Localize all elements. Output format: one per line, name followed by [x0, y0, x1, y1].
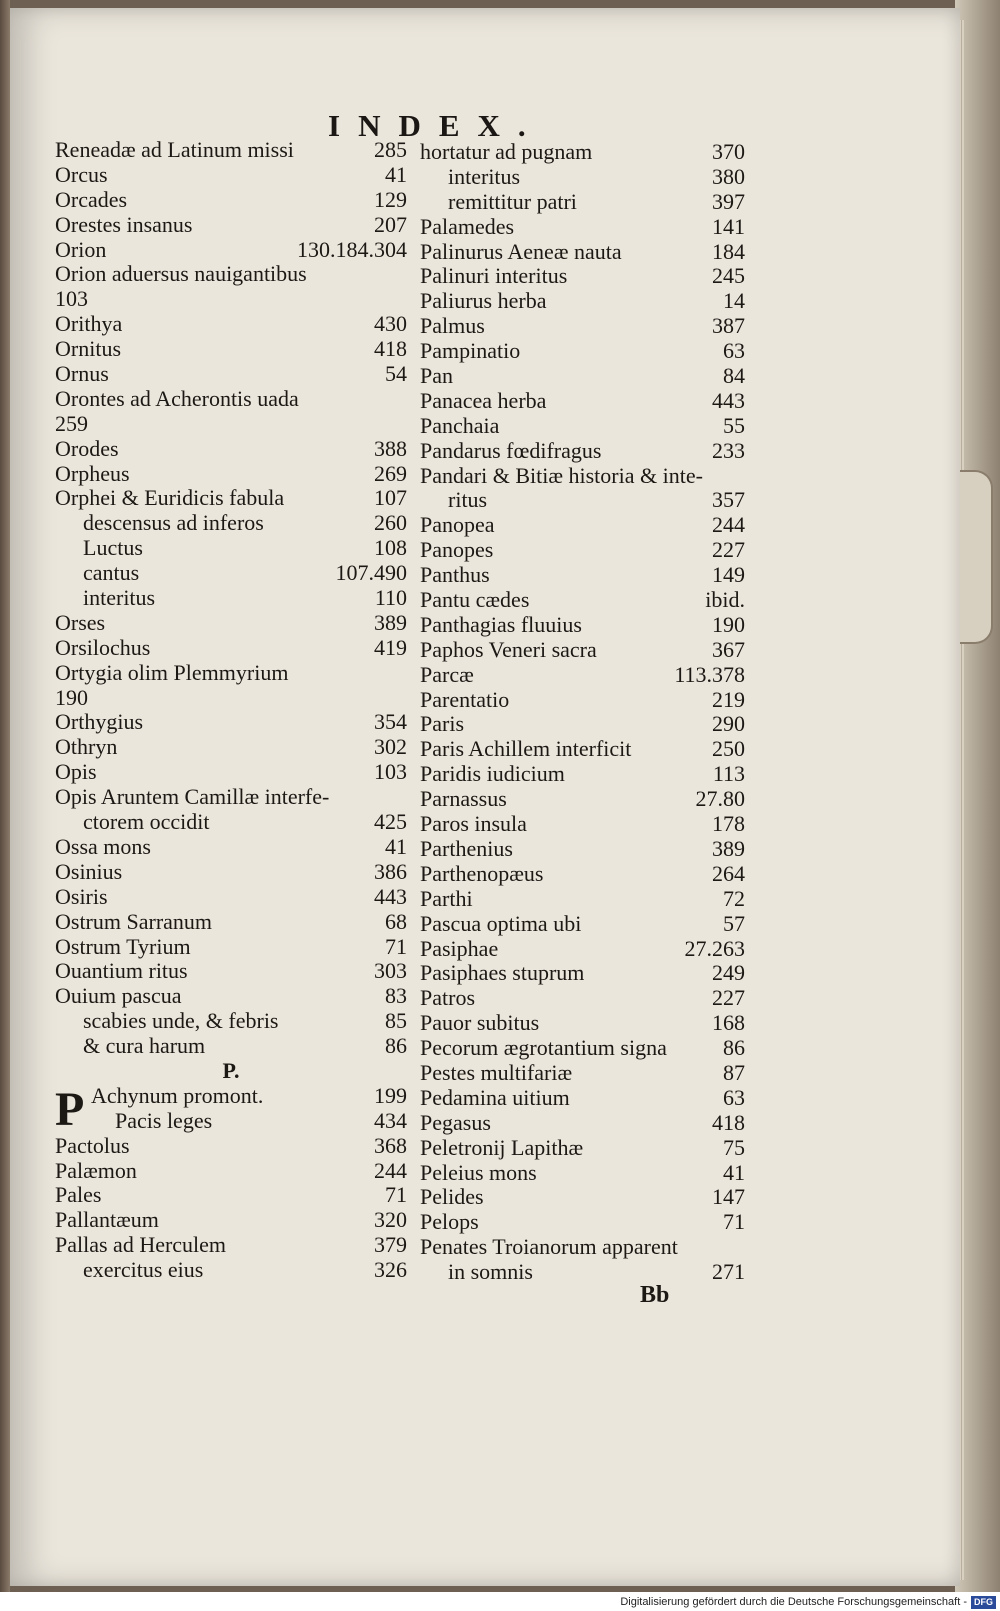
- entry-term: interitus: [83, 585, 156, 611]
- entry-page-number: 41: [385, 833, 407, 859]
- entry-term: 103: [55, 286, 88, 312]
- index-entry: [420, 1210, 745, 1235]
- index-entry: [420, 961, 745, 986]
- entry-term: Pandari & Bitiæ historia & inte-: [420, 462, 703, 488]
- entry-term: Peleius mons: [420, 1159, 537, 1185]
- entry-term: hortatur ad pugnam: [420, 139, 593, 164]
- entry-page-number: 245: [712, 263, 745, 289]
- index-entry: [55, 561, 407, 586]
- entry-page-number: 71: [723, 1209, 745, 1235]
- index-entry: [55, 885, 407, 910]
- entry-page-number: 219: [712, 686, 745, 712]
- entry-page-number: 386: [374, 858, 407, 884]
- entry-page-number: ibid.: [705, 587, 745, 613]
- entry-term: Pasiphaes stuprum: [420, 960, 585, 986]
- entry-term: Palinuri interitus: [420, 263, 568, 289]
- index-entry: [420, 1136, 745, 1161]
- entry-term: descensus ad inferos: [83, 510, 264, 536]
- entry-term: 259: [55, 410, 88, 436]
- index-entry: [420, 1161, 745, 1186]
- entry-term: Palæmon: [55, 1157, 137, 1183]
- index-entry: [55, 1134, 407, 1159]
- entry-page-number: 443: [374, 883, 407, 909]
- entry-term: Luctus: [83, 535, 143, 561]
- entry-term: Ouantium ritus: [55, 958, 188, 984]
- index-entry: [55, 710, 407, 735]
- entry-term: Parcæ: [420, 661, 474, 687]
- entry-term: Pallantæum: [55, 1207, 159, 1233]
- index-entry: [420, 737, 745, 762]
- entry-page-number: 27.80: [695, 786, 745, 812]
- entry-term: Pantu cædes: [420, 587, 530, 613]
- entry-page-number: 71: [385, 933, 407, 959]
- index-entry: [420, 862, 745, 887]
- index-entry: [55, 760, 407, 785]
- index-entry: [420, 613, 745, 638]
- entry-page-number: 129: [374, 186, 407, 212]
- index-entry: [420, 513, 745, 538]
- entry-term: Orcus: [55, 161, 108, 187]
- index-entry: [55, 1034, 407, 1059]
- entry-term: Paphos Veneri sacra: [420, 636, 597, 662]
- entry-term: & cura harum: [83, 1033, 206, 1059]
- entry-term: Pelides: [420, 1184, 484, 1210]
- entry-page-number: 249: [712, 960, 745, 986]
- entry-term: Pestes multifariæ: [420, 1059, 573, 1085]
- index-entry: [420, 1086, 745, 1111]
- page-tab-marker: [955, 470, 993, 644]
- entry-page-number: 233: [712, 437, 745, 463]
- entry-term: Orestes insanus: [55, 211, 193, 237]
- index-entry: [55, 437, 407, 462]
- signature-mark: Bb: [640, 1282, 670, 1308]
- digitization-footer: [560, 1593, 1000, 1611]
- index-entry: [420, 1235, 745, 1260]
- index-entry: [420, 563, 745, 588]
- index-entry: [55, 686, 407, 711]
- index-entry: [420, 165, 745, 190]
- index-entry: [420, 364, 745, 389]
- entry-term: ctorem occidit: [83, 809, 210, 835]
- entry-term: Orsilochus: [55, 634, 151, 660]
- entry-term: Paliurus herba: [420, 288, 547, 314]
- index-entry: [55, 536, 407, 561]
- index-entry: [55, 412, 407, 437]
- index-entry: [420, 588, 745, 613]
- index-entry: [55, 1183, 407, 1208]
- index-entry: [420, 339, 745, 364]
- index-entry: [420, 1036, 745, 1061]
- entry-term: Ornitus: [55, 336, 121, 362]
- index-entry: [55, 213, 407, 238]
- index-entry: [55, 188, 407, 213]
- index-entry: [420, 1260, 745, 1285]
- entry-term: Palmus: [420, 313, 485, 339]
- entry-term: 190: [55, 684, 88, 710]
- entry-page-number: 434: [374, 1107, 407, 1133]
- index-entry: [55, 1258, 407, 1283]
- entry-page-number: 244: [712, 512, 745, 538]
- entry-term: Pampinatio: [420, 338, 521, 364]
- entry-term: Ortygia olim Plemmyrium: [55, 659, 289, 685]
- index-entry: [55, 611, 407, 636]
- entry-page-number: 264: [712, 860, 745, 886]
- entry-page-number: 107: [374, 485, 407, 511]
- entry-term: Pegasus: [420, 1109, 491, 1135]
- entry-term: Parthi: [420, 885, 473, 911]
- entry-page-number: 86: [385, 1033, 407, 1059]
- index-entry: [420, 215, 745, 240]
- index-entry: [420, 140, 745, 165]
- index-entry: [420, 1111, 745, 1136]
- entry-page-number: 389: [712, 835, 745, 861]
- entry-term: Pecorum ægrotantium signa: [420, 1035, 667, 1061]
- section-letter: [55, 1059, 407, 1084]
- entry-page-number: 107.490: [335, 560, 407, 586]
- entry-term: Paris: [420, 711, 464, 737]
- index-entry: [420, 663, 745, 688]
- index-entry: [420, 1185, 745, 1210]
- entry-page-number: 141: [712, 213, 745, 239]
- index-entry: [55, 387, 407, 412]
- entry-page-number: 244: [374, 1157, 407, 1183]
- entry-term: Paridis iudicium: [420, 761, 565, 787]
- entry-page-number: 303: [374, 958, 407, 984]
- entry-page-number: 271: [712, 1259, 745, 1285]
- entry-term: Orithya: [55, 311, 123, 337]
- entry-page-number: 380: [712, 163, 745, 189]
- entry-term: Pactolus: [55, 1132, 130, 1158]
- entry-page-number: 85: [385, 1008, 407, 1034]
- entry-page-number: 72: [723, 885, 745, 911]
- index-entry: [420, 439, 745, 464]
- entry-page-number: 425: [374, 809, 407, 835]
- index-entry: [55, 1208, 407, 1233]
- index-entry: [55, 586, 407, 611]
- entry-term: Pauor subitus: [420, 1010, 540, 1036]
- entry-page-number: 63: [723, 1084, 745, 1110]
- entry-page-number: 27.263: [684, 935, 745, 961]
- entry-term: P.: [222, 1057, 240, 1083]
- entry-term: Panchaia: [420, 412, 500, 438]
- index-entry: [55, 1009, 407, 1034]
- entry-term: interitus: [448, 163, 521, 189]
- entry-page-number: 379: [374, 1232, 407, 1258]
- entry-term: Osiris: [55, 883, 108, 909]
- index-entry: [55, 238, 407, 263]
- entry-term: Parentatio: [420, 686, 510, 712]
- entry-page-number: 227: [712, 985, 745, 1011]
- entry-page-number: 168: [712, 1010, 745, 1036]
- entry-page-number: 84: [723, 363, 745, 389]
- entry-term: Orontes ad Acherontis uada: [55, 385, 299, 411]
- index-entry: [420, 414, 745, 439]
- index-entry: [55, 486, 407, 511]
- entry-page-number: 302: [374, 734, 407, 760]
- entry-term: Ornus: [55, 361, 109, 387]
- footer-text: Digitalisierung gefördert durch die Deutsche Forschungsgemeinschaft -: [620, 1596, 967, 1608]
- index-entry: [420, 264, 745, 289]
- entry-page-number: 75: [723, 1134, 745, 1160]
- entry-term: Paros insula: [420, 811, 527, 837]
- entry-page-number: 250: [712, 736, 745, 762]
- entry-page-number: 178: [712, 811, 745, 837]
- entry-page-number: 130.184.304: [297, 236, 407, 262]
- entry-term: Panacea herba: [420, 387, 547, 413]
- entry-page-number: 110: [374, 585, 407, 611]
- entry-term: Ostrum Tyrium: [55, 933, 191, 959]
- entry-term: Pan: [420, 363, 453, 389]
- entry-page-number: 354: [374, 709, 407, 735]
- entry-page-number: 41: [385, 161, 407, 187]
- entry-term: Opis: [55, 759, 97, 785]
- entry-page-number: 149: [712, 562, 745, 588]
- index-entry: [420, 190, 745, 215]
- entry-page-number: 418: [712, 1109, 745, 1135]
- index-entry: [55, 785, 407, 810]
- index-entry: [55, 810, 407, 835]
- entry-page-number: 320: [374, 1207, 407, 1233]
- entry-page-number: 57: [723, 910, 745, 936]
- entry-page-number: 68: [385, 908, 407, 934]
- index-entry: [55, 1233, 407, 1258]
- index-entry: [55, 1159, 407, 1184]
- entry-term: Orion: [55, 236, 107, 262]
- entry-page-number: 227: [712, 537, 745, 563]
- entry-term: Pallas ad Herculem: [55, 1232, 227, 1258]
- index-entry: [55, 735, 407, 760]
- entry-term: Panopes: [420, 537, 494, 563]
- entry-term: exercitus eius: [83, 1257, 204, 1283]
- index-entry: [55, 959, 407, 984]
- entry-term: Palinurus Aeneæ nauta: [420, 238, 622, 264]
- index-entry: [420, 240, 745, 265]
- index-entry: [55, 511, 407, 536]
- index-entry: [55, 362, 407, 387]
- entry-page-number: 430: [374, 311, 407, 337]
- entry-term: Ouium pascua: [55, 983, 182, 1009]
- entry-term: remittitur patri: [448, 188, 577, 214]
- entry-page-number: 147: [712, 1184, 745, 1210]
- entry-term: Parnassus: [420, 786, 507, 812]
- entry-term: Pasiphae: [420, 935, 499, 961]
- index-entry: [55, 984, 407, 1009]
- index-entry: [55, 462, 407, 487]
- entry-term: Penates Troianorum apparent: [420, 1234, 678, 1260]
- entry-term: Osinius: [55, 858, 123, 884]
- entry-term: Opis Aruntem Camillæ interfe-: [55, 784, 330, 810]
- entry-page-number: 14: [723, 288, 745, 314]
- entry-term: Reneadæ ad Latinum missi: [55, 137, 294, 162]
- entry-page-number: 370: [712, 139, 745, 164]
- index-column-right: [420, 140, 745, 1285]
- dropcap-letter: P: [55, 1082, 85, 1136]
- index-entry: [420, 837, 745, 862]
- entry-term: Peletronij Lapithæ: [420, 1134, 584, 1160]
- index-column-left: [55, 138, 407, 1283]
- entry-page-number: 290: [712, 711, 745, 737]
- entry-page-number: 397: [712, 188, 745, 214]
- index-entry: [420, 538, 745, 563]
- entry-page-number: 54: [385, 361, 407, 387]
- entry-term: Pacis leges: [115, 1107, 213, 1133]
- index-entry: [55, 138, 407, 163]
- index-entry: [420, 787, 745, 812]
- entry-term: Pedamina uitium: [420, 1084, 570, 1110]
- index-entry: [420, 937, 745, 962]
- entry-page-number: 83: [385, 983, 407, 1009]
- entry-page-number: 207: [374, 211, 407, 237]
- index-entry: [420, 1061, 745, 1086]
- entry-page-number: 190: [712, 611, 745, 637]
- entry-term: Ostrum Sarranum: [55, 908, 213, 934]
- dfg-logo: DFG: [971, 1596, 996, 1609]
- index-entry: [420, 464, 745, 489]
- index-entry: [55, 935, 407, 960]
- entry-page-number: 419: [374, 634, 407, 660]
- entry-term: Orion aduersus nauigantibus: [55, 261, 307, 287]
- index-entry: [420, 314, 745, 339]
- entry-term: Othryn: [55, 734, 118, 760]
- entry-page-number: 387: [712, 313, 745, 339]
- entry-term: Orpheus: [55, 460, 130, 486]
- entry-page-number: 55: [723, 412, 745, 438]
- entry-term: Parthenius: [420, 835, 513, 861]
- index-entry: [420, 638, 745, 663]
- entry-term: Orcades: [55, 186, 128, 212]
- entry-term: Achynum promont.: [91, 1082, 264, 1108]
- entry-term: in somnis: [448, 1259, 533, 1285]
- entry-page-number: 113: [712, 761, 745, 787]
- entry-term: ritus: [448, 487, 488, 513]
- entry-page-number: 368: [374, 1132, 407, 1158]
- index-entry: [420, 812, 745, 837]
- entry-term: Panthus: [420, 562, 490, 588]
- page-title: INDEX.: [328, 108, 544, 143]
- index-entry: [420, 389, 745, 414]
- entry-page-number: 443: [712, 387, 745, 413]
- entry-page-number: 184: [712, 238, 745, 264]
- entry-page-number: 260: [374, 510, 407, 536]
- entry-term: Pelops: [420, 1209, 479, 1235]
- index-entry: [420, 712, 745, 737]
- entry-page-number: 113.378: [674, 661, 745, 687]
- entry-term: Panthagias fluuius: [420, 611, 582, 637]
- index-entry: [55, 860, 407, 885]
- entry-page-number: 285: [374, 137, 407, 162]
- index-entry: [55, 835, 407, 860]
- index-entry: [420, 1011, 745, 1036]
- entry-page-number: 71: [385, 1182, 407, 1208]
- entry-page-number: 41: [723, 1159, 745, 1185]
- entry-page-number: 108: [374, 535, 407, 561]
- index-entry: [55, 636, 407, 661]
- entry-page-number: 103: [374, 759, 407, 785]
- entry-page-number: 389: [374, 609, 407, 635]
- entry-term: Pandarus fœdifragus: [420, 437, 602, 463]
- entry-page-number: 357: [712, 487, 745, 513]
- entry-term: Paris Achillem interficit: [420, 736, 632, 762]
- entry-page-number: 269: [374, 460, 407, 486]
- dropcap-entry: [55, 1084, 407, 1134]
- index-entry: [420, 912, 745, 937]
- entry-term: Parthenopæus: [420, 860, 544, 886]
- entry-term: Orthygius: [55, 709, 143, 735]
- entry-page-number: 367: [712, 636, 745, 662]
- entry-term: Palamedes: [420, 213, 515, 239]
- entry-term: Ossa mons: [55, 833, 151, 859]
- entry-page-number: 87: [723, 1059, 745, 1085]
- entry-page-number: 326: [374, 1257, 407, 1283]
- entry-term: cantus: [83, 560, 140, 586]
- index-entry: [420, 887, 745, 912]
- entry-term: scabies unde, & febris: [83, 1008, 279, 1034]
- index-entry: [55, 163, 407, 188]
- entry-page-number: 199: [374, 1082, 407, 1108]
- entry-page-number: 418: [374, 336, 407, 362]
- index-entry: [55, 287, 407, 312]
- entry-term: Panopea: [420, 512, 495, 538]
- book-spine-edge: [0, 0, 10, 1592]
- entry-term: Pascua optima ubi: [420, 910, 582, 936]
- index-entry: [420, 289, 745, 314]
- index-entry: [420, 986, 745, 1011]
- index-entry: [420, 488, 745, 513]
- index-entry: [55, 312, 407, 337]
- entry-term: Orphei & Euridicis fabula: [55, 485, 285, 511]
- entry-term: Orodes: [55, 435, 119, 461]
- entry-term: Pales: [55, 1182, 102, 1208]
- index-entry: [55, 910, 407, 935]
- entry-page-number: 388: [374, 435, 407, 461]
- entry-page-number: 86: [723, 1035, 745, 1061]
- entry-term: Patros: [420, 985, 475, 1011]
- entry-term: Orses: [55, 609, 106, 635]
- index-entry: [420, 688, 745, 713]
- index-entry: [55, 262, 407, 287]
- entry-page-number: 63: [723, 338, 745, 364]
- index-entry: [55, 661, 407, 686]
- index-entry: [55, 337, 407, 362]
- index-entry: [420, 762, 745, 787]
